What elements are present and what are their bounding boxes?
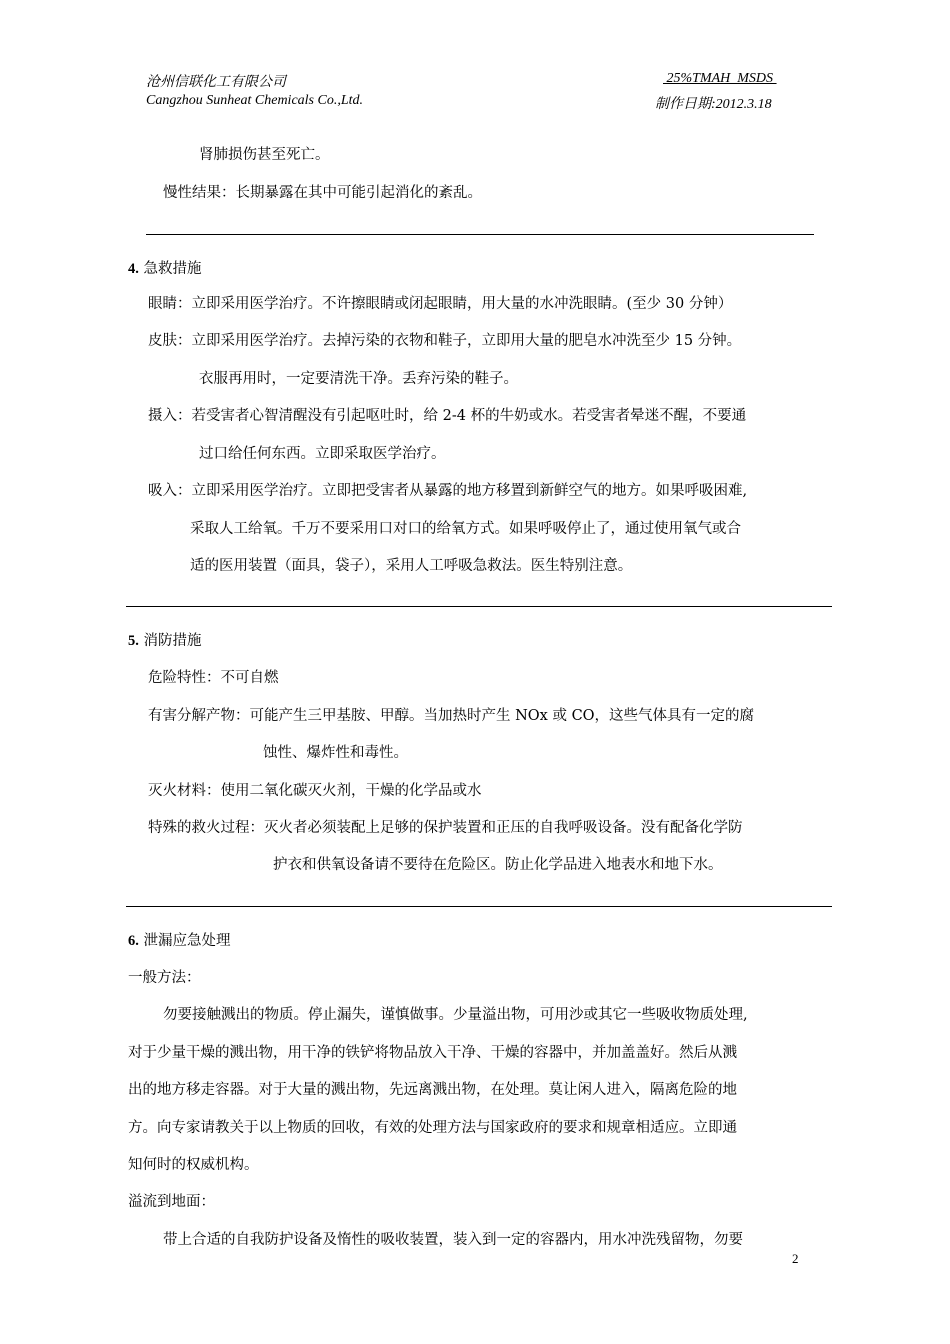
sec3-line1: 肾肺损伤甚至死亡。 [199, 147, 330, 163]
sec4-inhale-line2: 采取人工给氧。千万不要采用口对口的给氧方式。如果呼吸停止了，通过使用氧气或合 [190, 521, 741, 537]
document-date: 制作日期:2012.3.18 [655, 97, 772, 112]
sec6-para-line4: 方。向专家请教关于以上物质的回收，有效的处理方法与国家政府的要求和规章相适应。立即通 [128, 1120, 737, 1136]
sec4-skin-line1: 皮肤：立即采用医学治疗。去掉污染的衣物和鞋子，立即用大量的肥皂水冲洗至少 15 分钟。 [148, 333, 742, 349]
sec6-ground-line1: 带上合适的自我防护设备及惰性的吸收装置，装入到一定的容器内，用水冲洗残留物，勿要 [163, 1232, 743, 1248]
sec5-special-line1: 特殊的救火过程：灭火者必须装配上足够的保护装置和正压的自我呼吸设备。没有配备化学防 [148, 820, 743, 836]
divider-1 [146, 234, 814, 235]
sec4-number: 4. [128, 261, 139, 277]
sec4-inhale-line1: 吸入：立即采用医学治疗。立即把受害者从暴露的地方移置到新鲜空气的地方。如果呼吸困难, [148, 483, 748, 499]
sec5-title: 消防措施 [143, 633, 202, 649]
sec4-eyes: 眼睛：立即采用医学治疗。不许擦眼睛或闭起眼睛，用大量的水冲洗眼睛。(至少 30 分钟） [148, 296, 733, 312]
sec6-ground-label: 溢流到地面： [128, 1194, 215, 1210]
sec3-line2: 慢性结果：长期暴露在其中可能引起消化的紊乱。 [163, 185, 482, 201]
sec6-para-line3: 出的地方移走容器。对于大量的溅出物，先远离溅出物，在处理。莫让闲人进入，隔离危险的地 [128, 1082, 737, 1098]
divider-2 [126, 606, 832, 607]
sec4-title: 急救措施 [143, 261, 202, 277]
sec5-extinguish: 灭火材料：使用二氧化碳灭火剂，干燥的化学品或水 [148, 783, 482, 799]
sec6-heading [128, 929, 230, 950]
sec6-para-line1: 勿要接触溅出的物质。停止漏失，谨慎做事。少量溢出物，可用沙或其它一些吸收物质处理, [163, 1007, 748, 1023]
sec5-decomp-line1: 有害分解产物：可能产生三甲基胺、甲醇。当加热时产生 NOx 或 CO，这些气体具有一定的腐 [148, 708, 755, 724]
sec5-number: 5. [128, 633, 139, 649]
sec6-para-line2: 对于少量干燥的溅出物，用干净的铁铲将物品放入干净、干燥的容器中，并加盖盖好。然后从溅 [128, 1045, 737, 1061]
sec4-heading [128, 257, 201, 278]
sec5-special-line2: 护衣和供氧设备请不要待在危险区。防止化学品进入地表水和地下水。 [273, 857, 723, 873]
divider-3 [126, 906, 832, 907]
page-number: 2 [792, 1251, 799, 1266]
sec4-inhale-line3: 适的医用装置（面具，袋子），采用人工呼吸急救法。医生特别注意。 [190, 558, 633, 574]
sec6-number: 6. [128, 933, 139, 949]
sec5-heading [128, 629, 201, 650]
sec4-ingest-line2: 过口给任何东西。立即采取医学治疗。 [199, 446, 446, 462]
sec5-hazard: 危险特性：不可自燃 [148, 670, 279, 686]
document-title: 25%TMAH MSDS [663, 71, 777, 86]
sec5-decomp-line2: 蚀性、爆炸性和毒性。 [263, 745, 408, 761]
sec6-title: 泄漏应急处理 [143, 933, 231, 949]
company-name-cn: 沧州信联化工有限公司 [146, 75, 286, 90]
sec4-ingest-line1: 摄入：若受害者心智清醒没有引起呕吐时，给 2-4 杯的牛奶或水。若受害者晕迷不醒，不要通 [148, 408, 747, 424]
company-name-en: Cangzhou Sunheat Chemicals Co.,Ltd. [146, 93, 364, 108]
sec4-skin-line2: 衣服再用时，一定要清洗干净。丢弃污染的鞋子。 [199, 371, 518, 387]
sec6-general-label: 一般方法： [128, 970, 201, 986]
sec6-para-line5: 知何时的权威机构。 [128, 1157, 259, 1173]
